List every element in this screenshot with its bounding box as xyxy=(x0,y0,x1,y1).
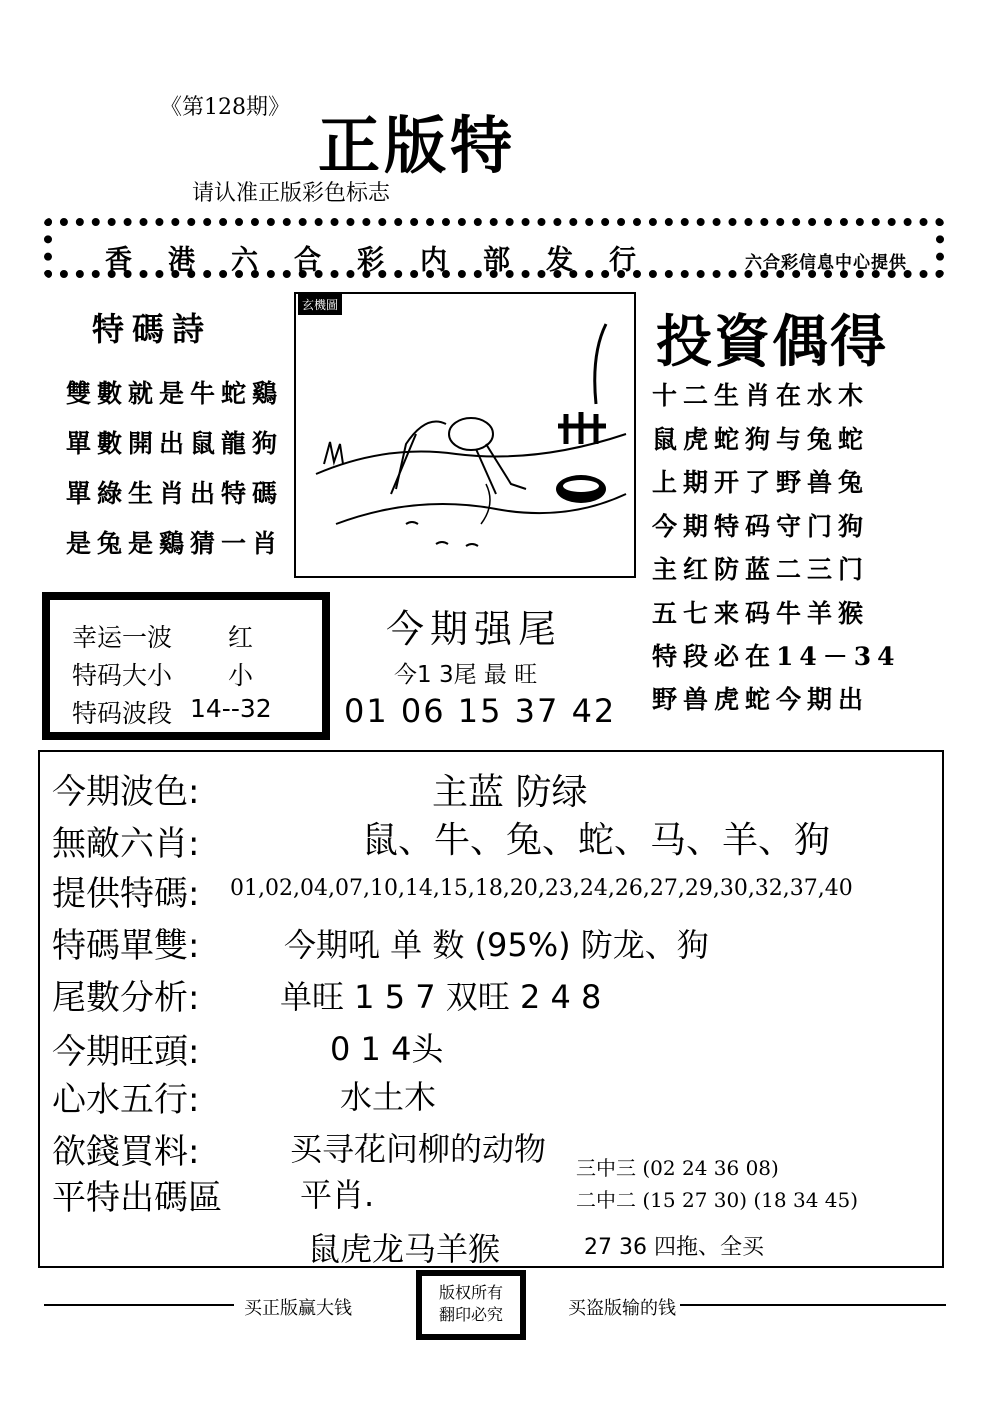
riddle-label: 欲錢買料: xyxy=(52,1132,200,1172)
right-poem-line: 五七来码牛羊猴 xyxy=(652,599,870,628)
strong-tail-numbers: 01 06 15 37 42 xyxy=(344,692,617,730)
element-label: 心水五行: xyxy=(52,1080,200,1120)
tail-value: 单旺 1 5 7 双旺 2 4 8 xyxy=(280,978,602,1016)
two-hit-two: 二中二 (15 27 30) (18 34 45) xyxy=(576,1188,859,1212)
odd-even-label: 特碼單雙: xyxy=(52,926,200,966)
poem-title: 特碼詩 xyxy=(92,310,213,348)
banner-provider: 六合彩信息中心提供 xyxy=(745,253,907,273)
lucky-size-value: 小 xyxy=(228,661,254,690)
main-title: 正版特 xyxy=(318,109,517,182)
poem-line: 單綠生肖出特碼 xyxy=(66,479,284,508)
head-value: 0 1 4头 xyxy=(330,1030,444,1068)
issue-number: 《第128期》 xyxy=(160,95,290,120)
head-label: 今期旺頭: xyxy=(52,1032,200,1072)
strong-tail-sub: 今1 3尾 最 旺 xyxy=(394,662,538,688)
four-drag: 27 36 四拖、全买 xyxy=(584,1235,764,1260)
lucky-size-label: 特码大小 xyxy=(72,661,173,690)
wave-value: 主蓝 防绿 xyxy=(432,772,588,813)
six-zodiac-value: 鼠、牛、兔、蛇、马、羊、狗 xyxy=(362,820,831,861)
poem-line: 是兔是鷄猜一肖 xyxy=(66,529,284,558)
zodiac-list: 鼠虎龙马羊猴 xyxy=(308,1230,501,1268)
lucky-range-value: 14--32 xyxy=(190,694,272,723)
lucky-wave-value: 红 xyxy=(228,623,254,652)
odd-even-value: 今期吼 单 数 (95%) 防龙、狗 xyxy=(284,926,709,964)
picks-value: 01,02,04,07,10,14,15,18,20,23,24,26,27,29,30,32,37,40 xyxy=(230,876,853,901)
right-poem-line: 主红防蓝二三门 xyxy=(652,555,870,584)
footer-left-slogan: 买正版赢大钱 xyxy=(244,1298,352,1319)
riddle-illustration xyxy=(296,294,634,576)
flat-label: 平特出碼區 xyxy=(52,1178,222,1218)
wave-label: 今期波色: xyxy=(52,772,200,812)
right-poem-line: 十二生肖在水木 xyxy=(652,381,870,410)
poem-line: 單數開出鼠龍狗 xyxy=(66,429,284,458)
element-value: 水土木 xyxy=(340,1078,437,1116)
riddle-value: 买寻花问柳的动物 xyxy=(290,1130,547,1168)
right-poem-line: 野兽虎蛇今期出 xyxy=(652,685,870,714)
six-zodiac-label: 無敵六肖: xyxy=(52,824,200,864)
subtitle: 请认准正版彩色标志 xyxy=(192,181,391,206)
copyright-line-1: 版权所有 xyxy=(438,1283,503,1302)
tail-label: 尾數分析: xyxy=(52,978,200,1018)
footer-rule-right xyxy=(680,1304,946,1306)
footer-right-slogan: 买盗版输的钱 xyxy=(568,1298,676,1319)
footer-rule-left xyxy=(44,1304,234,1306)
poem-line: 雙數就是牛蛇鷄 xyxy=(66,379,284,408)
right-poem-line: 今期特码守门狗 xyxy=(652,512,870,541)
riddle-picture xyxy=(294,292,636,578)
right-poem-line: 上期开了野兽兔 xyxy=(652,468,870,497)
copyright-box xyxy=(416,1270,526,1340)
three-hit-three: 三中三 (02 24 36 08) xyxy=(576,1156,779,1180)
right-poem-line: 特段必在14－34 xyxy=(652,642,901,671)
copyright-line-2: 翻印必究 xyxy=(438,1305,503,1324)
banner-text: 香港六合彩内部发行 xyxy=(105,245,672,276)
lucky-range-label: 特码波段 xyxy=(72,699,173,728)
strong-tail-title: 今期强尾 xyxy=(386,607,563,651)
right-poem-line: 鼠虎蛇狗与兔蛇 xyxy=(652,425,870,454)
lucky-wave-label: 幸运一波 xyxy=(72,623,173,652)
picture-tag: 玄機圖 xyxy=(298,294,342,315)
right-poem-title: 投資偶得 xyxy=(656,310,888,375)
flat-value: 平肖. xyxy=(300,1176,375,1214)
picks-label: 提供特碼: xyxy=(52,874,200,914)
